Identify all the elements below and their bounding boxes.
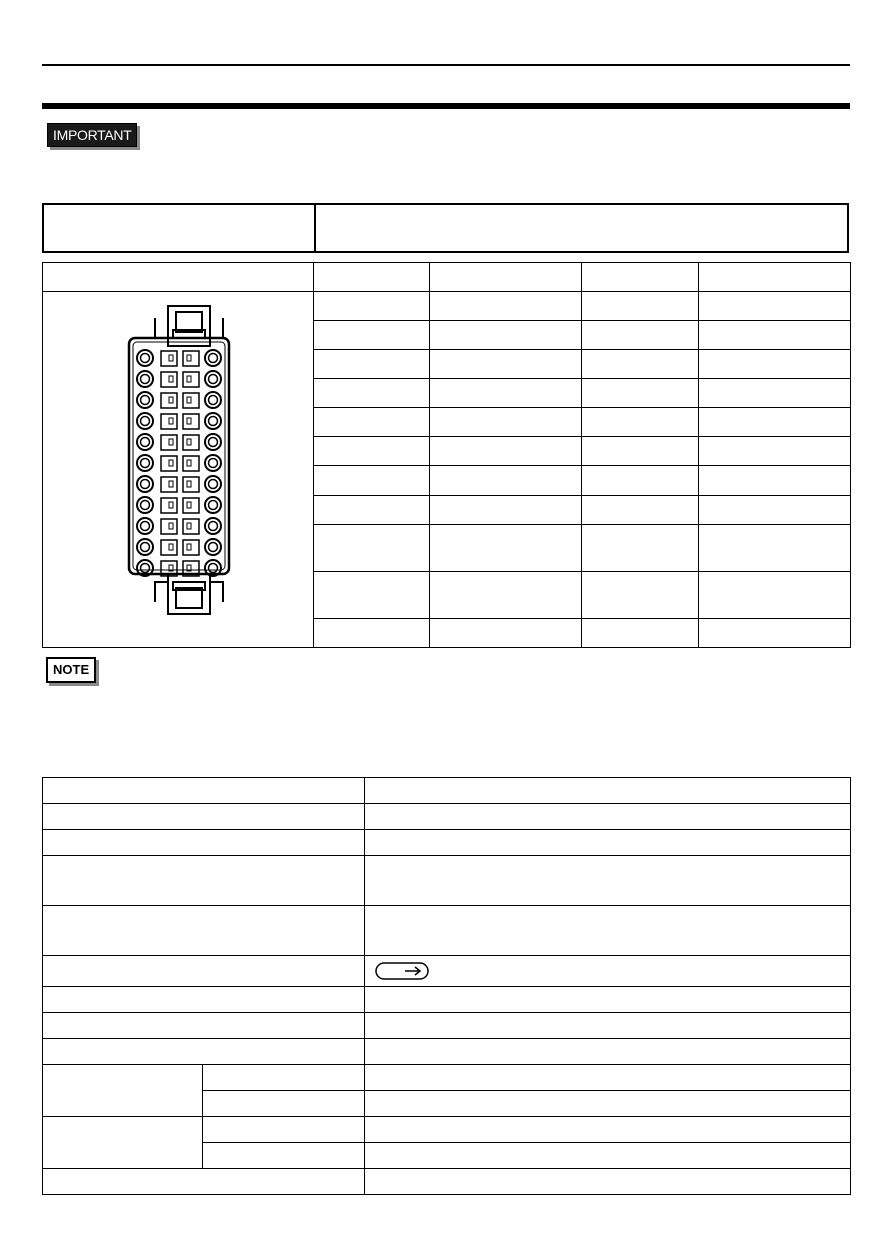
spec-label — [43, 1013, 365, 1039]
terminal-screw-inner — [141, 543, 150, 552]
spec-label — [43, 830, 365, 856]
note-badge: NOTE — [46, 657, 96, 683]
pin-cell — [430, 292, 582, 321]
pin-cell — [699, 524, 851, 571]
spec-label — [43, 856, 365, 906]
terminal-row — [137, 371, 221, 387]
terminal-row — [137, 476, 221, 492]
pin-cell — [314, 495, 430, 524]
spec-label — [43, 987, 365, 1013]
pin-cell — [582, 495, 699, 524]
pin-header-cell — [699, 263, 851, 292]
terminal-screw-inner — [209, 564, 218, 573]
terminal-contact — [169, 460, 173, 466]
pin-header-cell — [314, 263, 430, 292]
terminal-contact — [187, 460, 191, 466]
pin-cell — [430, 321, 582, 350]
terminal-screw — [137, 350, 153, 366]
terminal-screw-inner — [141, 459, 150, 468]
specification-table — [42, 777, 851, 1195]
important-header-box — [42, 203, 849, 253]
spec-label — [43, 1039, 365, 1065]
terminal-screw-inner — [141, 396, 150, 405]
terminal-contact — [169, 481, 173, 487]
top-rule — [42, 64, 850, 66]
pin-cell — [430, 379, 582, 408]
spec-value — [365, 1143, 851, 1169]
terminal-screw-inner — [209, 522, 218, 531]
spec-sublabel — [203, 1117, 365, 1143]
pin-header-cell — [430, 263, 582, 292]
terminal-contact — [169, 376, 173, 382]
terminal-block-connector-icon — [43, 292, 313, 644]
spec-label — [43, 804, 365, 830]
terminal-screw — [137, 539, 153, 555]
pin-cell — [699, 618, 851, 647]
spec-value — [365, 987, 851, 1013]
pin-cell — [430, 350, 582, 379]
pin-cell — [699, 466, 851, 495]
important-badge: IMPORTANT — [47, 123, 137, 147]
terminal-contact — [187, 481, 191, 487]
terminal-screw — [205, 476, 221, 492]
terminal-screw-inner — [141, 417, 150, 426]
pin-cell — [430, 618, 582, 647]
pin-cell — [582, 350, 699, 379]
terminal-screw-inner — [209, 438, 218, 447]
terminal-contact — [187, 355, 191, 361]
pin-cell — [314, 466, 430, 495]
table-row — [43, 778, 851, 804]
terminal-screw — [137, 497, 153, 513]
pin-cell — [582, 379, 699, 408]
spec-sublabel — [203, 1065, 365, 1091]
reference-arrow-icon[interactable] — [375, 961, 429, 981]
table-row — [43, 830, 851, 856]
table-row — [43, 263, 851, 292]
table-row — [43, 292, 851, 321]
terminal-contact — [169, 544, 173, 550]
pin-cell — [314, 524, 430, 571]
pin-cell — [314, 292, 430, 321]
pin-header-cell — [43, 263, 314, 292]
pin-cell — [430, 495, 582, 524]
terminal-screw — [205, 539, 221, 555]
pin-cell — [699, 495, 851, 524]
terminal-screw-inner — [141, 375, 150, 384]
header-box-right — [315, 204, 848, 252]
pin-cell — [430, 524, 582, 571]
spec-value — [365, 830, 851, 856]
terminal-contact — [169, 523, 173, 529]
pin-header-cell — [582, 263, 699, 292]
table-row — [43, 987, 851, 1013]
pin-cell — [582, 292, 699, 321]
spec-value — [365, 906, 851, 956]
terminal-screw-inner — [209, 396, 218, 405]
terminal-screw — [205, 392, 221, 408]
terminal-contact — [169, 418, 173, 424]
spec-sublabel — [203, 1143, 365, 1169]
spec-label — [43, 1169, 365, 1195]
terminal-screw-inner — [141, 501, 150, 510]
pin-cell — [582, 408, 699, 437]
pin-cell — [314, 437, 430, 466]
pin-cell — [699, 350, 851, 379]
pin-cell — [582, 571, 699, 618]
terminal-row — [137, 413, 221, 429]
terminal-screw-inner — [209, 501, 218, 510]
pin-cell — [582, 321, 699, 350]
terminal-row — [137, 434, 221, 450]
pin-cell — [314, 571, 430, 618]
spec-value — [365, 1117, 851, 1143]
table-row — [43, 956, 851, 987]
pin-cell — [314, 379, 430, 408]
pin-cell — [430, 437, 582, 466]
terminal-screw-inner — [209, 480, 218, 489]
terminal-row — [137, 455, 221, 471]
header-box-left — [43, 204, 315, 252]
table-row — [43, 856, 851, 906]
pin-cell — [699, 379, 851, 408]
spec-sublabel — [203, 1091, 365, 1117]
terminal-screw-inner — [209, 417, 218, 426]
terminal-contact — [187, 376, 191, 382]
table-row — [43, 1013, 851, 1039]
terminal-screw — [205, 497, 221, 513]
terminal-screw — [205, 518, 221, 534]
pin-cell — [582, 466, 699, 495]
terminal-screw — [205, 434, 221, 450]
terminal-screw — [137, 413, 153, 429]
terminal-screw-inner — [141, 354, 150, 363]
spec-value — [365, 804, 851, 830]
terminal-screw-inner — [209, 354, 218, 363]
terminal-screw — [137, 518, 153, 534]
pin-cell — [699, 321, 851, 350]
pin-cell — [699, 292, 851, 321]
terminal-row — [137, 350, 221, 366]
pin-cell — [314, 350, 430, 379]
pin-cell — [314, 408, 430, 437]
terminal-row — [137, 539, 221, 555]
spec-label — [43, 956, 365, 987]
spec-group-label — [43, 1117, 203, 1169]
terminal-screw — [137, 392, 153, 408]
spec-value — [365, 1039, 851, 1065]
connector-diagram-cell — [43, 292, 314, 648]
table-row — [43, 906, 851, 956]
spec-value — [365, 856, 851, 906]
terminal-contact — [169, 355, 173, 361]
table-row — [43, 804, 851, 830]
spec-value — [365, 1169, 851, 1195]
terminal-screw-inner — [209, 375, 218, 384]
terminal-screw — [205, 455, 221, 471]
spec-value — [365, 778, 851, 804]
spec-group-label — [43, 1065, 203, 1117]
terminal-screw — [205, 413, 221, 429]
table-row — [43, 1039, 851, 1065]
pin-cell — [582, 524, 699, 571]
pin-cell — [582, 437, 699, 466]
pin-cell — [314, 618, 430, 647]
table-row — [43, 1065, 851, 1091]
spec-label — [43, 778, 365, 804]
terminal-row — [137, 392, 221, 408]
terminal-screw-inner — [141, 438, 150, 447]
spec-value — [365, 1091, 851, 1117]
spec-label — [43, 906, 365, 956]
terminal-contact — [187, 418, 191, 424]
terminal-screw — [137, 455, 153, 471]
terminal-screw-inner — [209, 543, 218, 552]
section-rule — [42, 103, 850, 109]
terminal-contact — [187, 439, 191, 445]
terminal-screw — [205, 350, 221, 366]
spec-value — [365, 1013, 851, 1039]
pin-cell — [699, 437, 851, 466]
pin-cell — [314, 321, 430, 350]
table-row — [43, 1117, 851, 1143]
terminal-row — [137, 518, 221, 534]
pin-cell — [430, 571, 582, 618]
terminal-screw — [205, 371, 221, 387]
pin-cell — [430, 408, 582, 437]
pin-cell — [699, 571, 851, 618]
pin-assignment-table — [42, 262, 851, 648]
terminal-contact — [187, 544, 191, 550]
terminal-screw-inner — [141, 522, 150, 531]
terminal-screw — [137, 371, 153, 387]
terminal-screw — [137, 434, 153, 450]
spec-value — [365, 956, 851, 987]
pin-cell — [699, 408, 851, 437]
terminal-screw-inner — [209, 459, 218, 468]
pin-cell — [430, 466, 582, 495]
terminal-screw-inner — [141, 480, 150, 489]
terminal-contact — [187, 502, 191, 508]
terminal-contact — [169, 397, 173, 403]
terminal-contact — [187, 397, 191, 403]
terminal-contact — [169, 439, 173, 445]
table-row — [43, 1169, 851, 1195]
spec-value — [365, 1065, 851, 1091]
terminal-screw-inner — [141, 564, 150, 573]
terminal-contact — [169, 502, 173, 508]
pin-cell — [582, 618, 699, 647]
terminal-row — [137, 497, 221, 513]
terminal-screw — [137, 476, 153, 492]
terminal-contact — [187, 523, 191, 529]
